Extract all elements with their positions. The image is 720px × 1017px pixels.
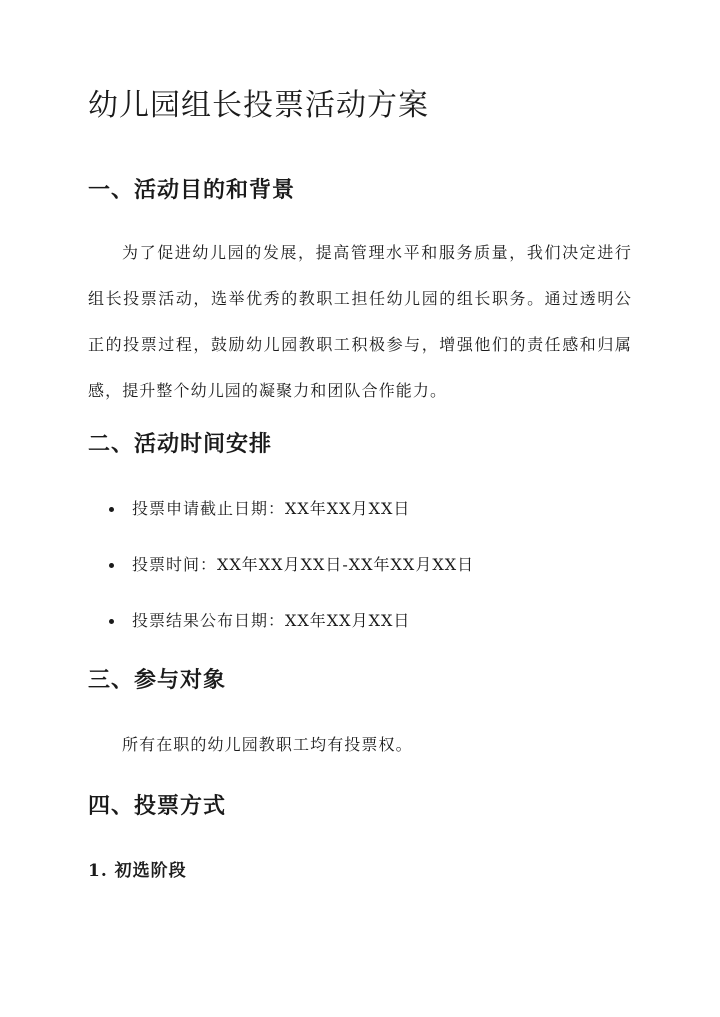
list-item-text: 投票申请截止日期：XX年XX月XX日 [132,499,411,518]
section-heading-voting-method: 四、投票方式 [88,793,227,819]
list-item [88,494,474,550]
list-item [88,550,474,606]
bullet-icon [109,619,114,624]
document-title: 幼儿园组长投票活动方案 [88,88,429,123]
list-item-text: 投票时间：XX年XX月XX日-XX年XX月XX日 [132,555,475,574]
list-item-text: 投票结果公布日期：XX年XX月XX日 [132,611,411,630]
section-paragraph-purpose: 为了促进幼儿园的发展，提高管理水平和服务质量，我们决定进行组长投票活动，选举优秀的教职工担任幼儿园的组长职务。通过透明公正的投票过程，鼓励幼儿园教职工积极参与，增强他们的责任感和归属感，提升整个幼儿园的凝聚力和团队合作能力。 [88,243,632,400]
bullet-icon [109,507,114,512]
bullet-icon [109,563,114,568]
subsection-heading-preliminary: 1. 初选阶段 [88,861,187,881]
list-item [88,606,474,662]
section-paragraph-participants: 所有在职的幼儿园教职工均有投票权。 [122,735,413,754]
section-heading-participants: 三、参与对象 [88,667,227,693]
section-heading-schedule: 二、活动时间安排 [88,431,273,457]
section-heading-purpose: 一、活动目的和背景 [88,177,296,203]
schedule-list [88,494,474,662]
